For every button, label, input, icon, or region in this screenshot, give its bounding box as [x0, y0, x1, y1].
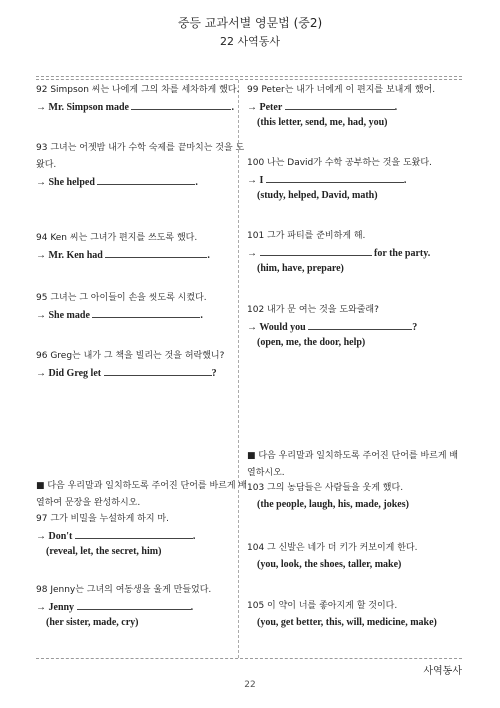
question-99	[247, 84, 435, 129]
page-subtitle: 22 사역동사	[220, 35, 280, 48]
question-101-answer: → for the party.	[247, 248, 431, 259]
question-98-answer: → Jenny .	[36, 602, 194, 613]
bottom-divider	[36, 658, 462, 659]
question-97-hint: (reveal, let, the secret, him)	[46, 546, 162, 557]
question-93-answer: → She helped .	[36, 177, 198, 188]
question-99-hint: (this letter, send, me, had, you)	[257, 117, 388, 128]
question-99-prompt: 99 Peter는 내가 너에게 이 편지를 보내게 했어.	[247, 85, 436, 95]
top-divider	[36, 76, 462, 77]
answer-blank[interactable]	[75, 529, 193, 539]
question-100-prompt: 100 나는 David가 수학 공부하는 것을 도왔다.	[247, 158, 432, 168]
answer-blank[interactable]	[77, 600, 191, 610]
question-94-prompt: 94 Ken 씨는 그녀가 편지를 쓰도록 했다.	[36, 233, 198, 243]
question-94-answer: → Mr. Ken had .	[36, 250, 210, 261]
question-95-prompt: 95 그녀는 그 아이들이 손을 씻도록 시켰다.	[36, 293, 207, 303]
question-95	[36, 292, 207, 322]
question-105-prompt: 105 이 약이 너를 좋아지게 할 것이다.	[247, 601, 398, 611]
question-97	[36, 513, 195, 558]
question-97-answer: → Don't .	[36, 531, 196, 542]
top-divider-2	[36, 79, 462, 80]
right-instruction-line1: ■ 다음 우리말과 일치하도록 주어진 단어를 바르게 배	[247, 451, 459, 461]
question-100	[247, 157, 432, 202]
question-97-prompt: 97 그가 비밀을 누설하게 하지 마.	[36, 514, 169, 524]
question-103-hint: (the people, laugh, his, made, jokes)	[257, 499, 409, 510]
question-101	[247, 230, 430, 275]
answer-blank[interactable]	[104, 366, 212, 376]
question-105-hint: (you, get better, this, will, medicine, make)	[257, 617, 437, 628]
question-96-answer: → Did Greg let ?	[36, 368, 217, 379]
question-93-prompt-line2: 왔다.	[36, 160, 57, 170]
question-92-answer: → Mr. Simpson made .	[36, 102, 234, 113]
answer-blank[interactable]	[260, 246, 372, 256]
question-94	[36, 232, 210, 262]
left-instruction-line2: 열하여 문장을 완성하시오.	[36, 498, 141, 508]
question-96-prompt: 96 Greg는 내가 그 책을 빌리는 것을 허락했니?	[36, 351, 225, 361]
answer-blank[interactable]	[97, 175, 195, 185]
page-title: 중등 교과서별 영문법 (중2)	[177, 16, 323, 30]
question-103-prompt: 103 그의 농담들은 사람들을 웃게 했다.	[247, 483, 404, 493]
question-100-answer: → I .	[247, 175, 407, 186]
question-102-hint: (open, me, the door, help)	[257, 337, 366, 348]
answer-blank[interactable]	[131, 100, 231, 110]
question-103	[247, 482, 409, 511]
answer-blank[interactable]	[105, 248, 207, 258]
answer-blank[interactable]	[266, 173, 404, 183]
question-93-prompt-line1: 93 그녀는 어젯밤 내가 수학 숙제를 끝마치는 것을 도	[36, 143, 245, 153]
answer-blank[interactable]	[308, 320, 412, 330]
right-instruction-line2: 열하시오.	[247, 468, 285, 478]
question-104-hint: (you, look, the shoes, taller, make)	[257, 559, 402, 570]
question-92-prompt: 92 Simpson 씨는 나에게 그의 차를 세차하게 했다.	[36, 85, 240, 95]
left-instruction-line1: ■ 다음 우리말과 일치하도록 주어진 단어를 바르게 배	[36, 481, 248, 491]
right-instruction	[247, 450, 458, 480]
question-104-prompt: 104 그 신발은 네가 더 키가 커보이게 한다.	[247, 543, 418, 553]
question-102-answer: → Would you ?	[247, 322, 418, 333]
footer-section-label: 사역동사	[423, 666, 462, 677]
question-93	[36, 142, 244, 189]
question-99-answer: → Peter .	[247, 102, 398, 113]
question-105	[247, 600, 437, 629]
question-102-prompt: 102 내가 문 여는 것을 도와줄래?	[247, 305, 379, 315]
left-instruction	[36, 480, 247, 510]
question-92	[36, 84, 239, 114]
question-102	[247, 304, 417, 349]
question-98-prompt: 98 Jenny는 그녀의 여동생을 울게 만들었다.	[36, 585, 212, 595]
question-98-hint: (her sister, made, cry)	[46, 617, 139, 628]
question-95-answer: → She made .	[36, 310, 203, 321]
answer-blank[interactable]	[92, 308, 200, 318]
question-101-prompt: 101 그가 파티를 준비하게 해.	[247, 231, 366, 241]
question-100-hint: (study, helped, David, math)	[257, 190, 378, 201]
page-number: 22	[244, 680, 256, 690]
question-101-hint: (him, have, prepare)	[257, 263, 344, 274]
question-96	[36, 350, 224, 380]
question-98	[36, 584, 211, 629]
answer-blank[interactable]	[285, 100, 395, 110]
question-104	[247, 542, 417, 571]
